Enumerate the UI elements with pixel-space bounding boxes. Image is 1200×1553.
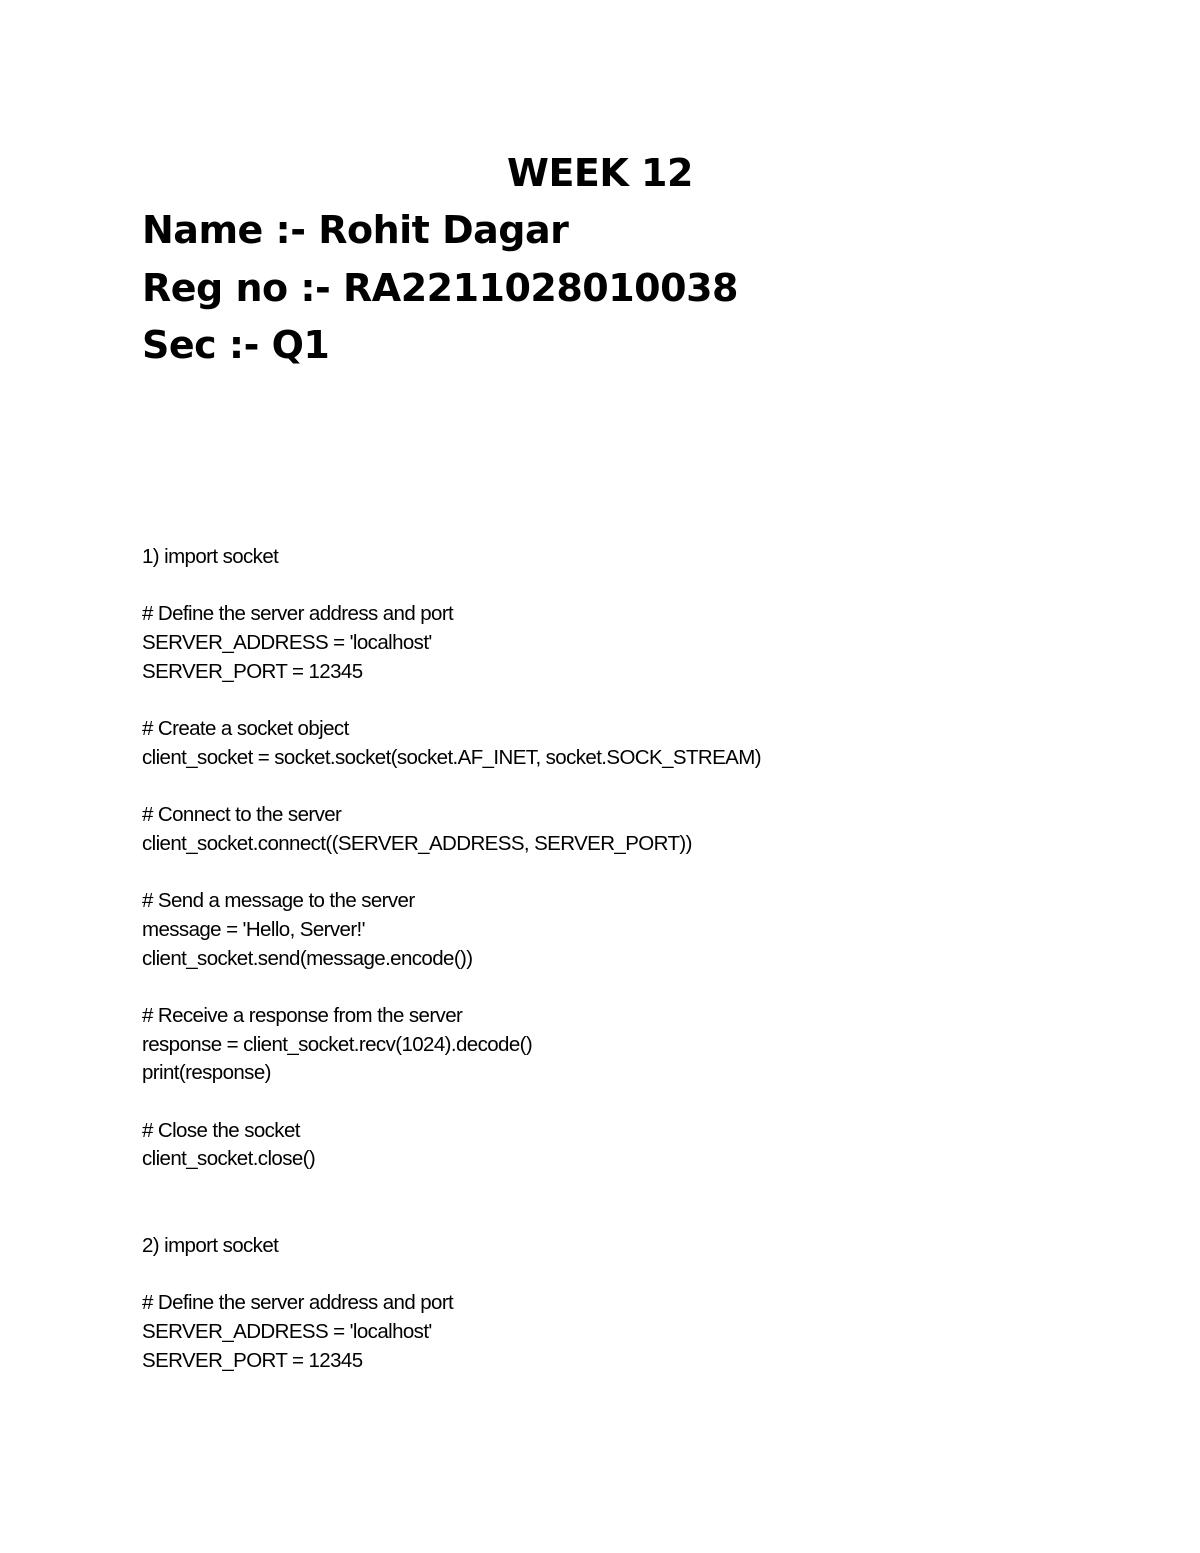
blank-line	[142, 572, 1142, 601]
code-line: # Define the server address and port	[142, 602, 454, 626]
blank-line	[142, 1088, 1142, 1117]
code-line: SERVER_PORT = 12345	[142, 659, 363, 683]
code-line: client_socket.connect((SERVER_ADDRESS, SERVER_PORT))	[142, 831, 692, 855]
page-title: WEEK 12	[507, 151, 693, 195]
code-line: # Define the server address and port	[142, 1291, 454, 1315]
blank-line	[142, 859, 1142, 888]
student-name: Name :- Rohit Dagar	[142, 208, 569, 252]
code-line: SERVER_ADDRESS = 'localhost'	[142, 631, 432, 655]
code-line: client_socket.send(message.encode())	[142, 946, 473, 970]
code-line: # Close the socket	[142, 1118, 300, 1142]
blank-line	[142, 973, 1142, 1002]
blank-line	[142, 773, 1142, 802]
code-line: 2) import socket	[142, 1234, 279, 1257]
student-info	[142, 202, 1042, 375]
blank-line	[142, 1261, 1142, 1290]
code-line: # Create a socket object	[142, 717, 349, 741]
code-line: response = client_socket.recv(1024).decode()	[142, 1032, 533, 1056]
code-line: client_socket.close()	[142, 1147, 316, 1171]
code-line: message = 'Hello, Server!'	[142, 917, 365, 941]
code-line: # Receive a response from the server	[142, 1004, 463, 1027]
section: Sec :- Q1	[142, 323, 330, 367]
blank-line	[142, 686, 1142, 715]
code-line: # Connect to the server	[142, 803, 342, 827]
code-line: print(response)	[142, 1061, 271, 1085]
code-line: SERVER_ADDRESS = 'localhost'	[142, 1320, 432, 1344]
code-line: 1) import socket	[142, 545, 279, 568]
code-line: client_socket = socket.socket(socket.AF_INET, socket.SOCK_STREAM)	[142, 745, 761, 769]
code-section-2	[142, 1232, 1142, 1375]
registration-number: Reg no :- RA2211028010038	[142, 265, 738, 310]
code-line: SERVER_PORT = 12345	[142, 1348, 363, 1372]
code-line: # Send a message to the server	[142, 889, 415, 913]
code-section-1	[142, 543, 1142, 1174]
